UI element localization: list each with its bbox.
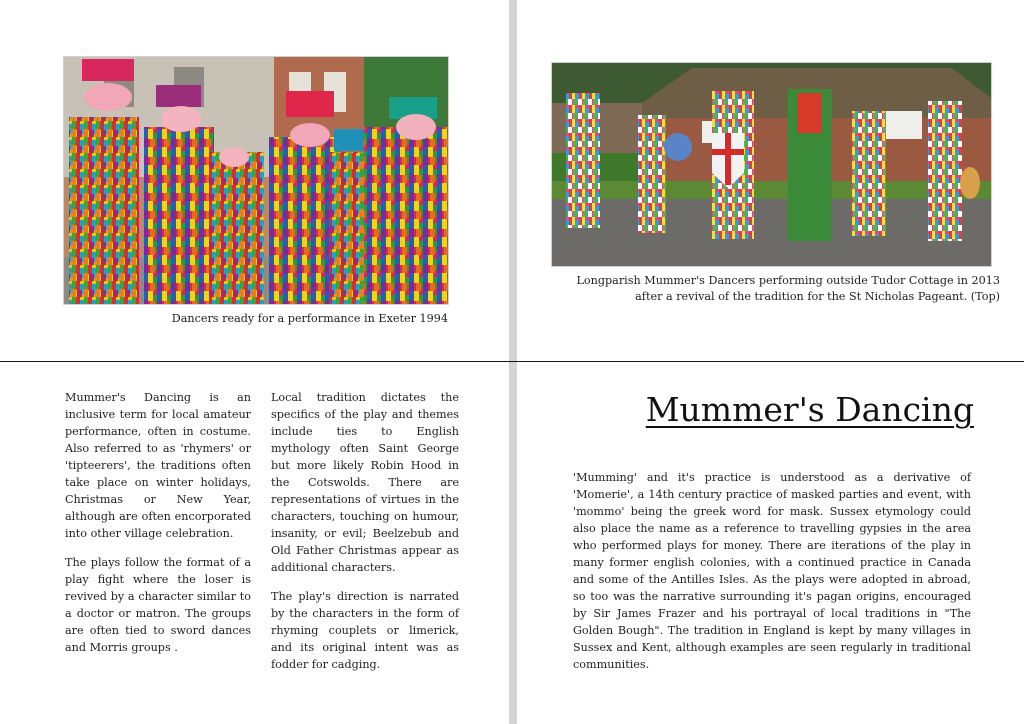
exeter-photo-caption: Dancers ready for a performance in Exeter 1994 [171,312,448,325]
longparish-photo-caption: Longparish Mummer's Dancers performing outside Tudor Cottage in 2013 after a revival of the tradition for the St Nicholas Pageant. (Top) [576,274,1000,303]
column-2-paragraph-2: The play's direction is narrated by the characters in the form of rhyming couplets or limerick, and its original intent was as fodder for cadging. [271,590,459,671]
article-column-1 [65,389,251,668]
column-1-paragraph-2: The plays follow the format of a play fight where the loser is revived by a character similar to a doctor or matron. The groups are often tied to sword dances and Morris groups . [65,556,251,654]
article-title: Mummer's Dancing [645,390,974,429]
column-2-paragraph-1: Local tradition dictates the specifics of the play and themes include ties to English mythology often Saint George but more likely Robin Hood in the Cotswolds. There are representations of virtues in the characters, touching on humour, insanity, or evil; Beelzebub and Old Father Christmas appear as additional characters. [271,391,459,574]
page-gutter [509,0,517,724]
article-column-2 [271,389,459,685]
horizontal-rule [0,361,1024,362]
exeter-dancers-photo [63,56,449,305]
longparish-dancers-photo [551,62,992,267]
article-body: 'Mumming' and it's practice is understood as a derivative of 'Momerie', a 14th century practice of masked parties and event, with 'mommo' being the greek word for mask. Sussex etymology could also place the name as a reference to travelling gypsies in the area who performed plays for money. There are iterations of the play in many former english colonies, with a continued practice in Canada and some of the Antilles Isles. As the plays were adopted in abroad, so too was the narrative surrounding it's pagan origins, encouraged by Sir James Frazer and his portrayal of local traditions in "The Golden Bough". The tradition in England is kept by many villages in Sussex and Kent, although examples are seen regularly in traditional communities. [573,471,971,671]
column-1-paragraph-1: Mummer's Dancing is an inclusive term for local amateur performance, often in costume. Also referred to as 'rhymers' or 'tipteerers', the traditions often take place on winter holidays, Christmas or New Year, although are often encorporated into other village celebration. [65,391,251,540]
